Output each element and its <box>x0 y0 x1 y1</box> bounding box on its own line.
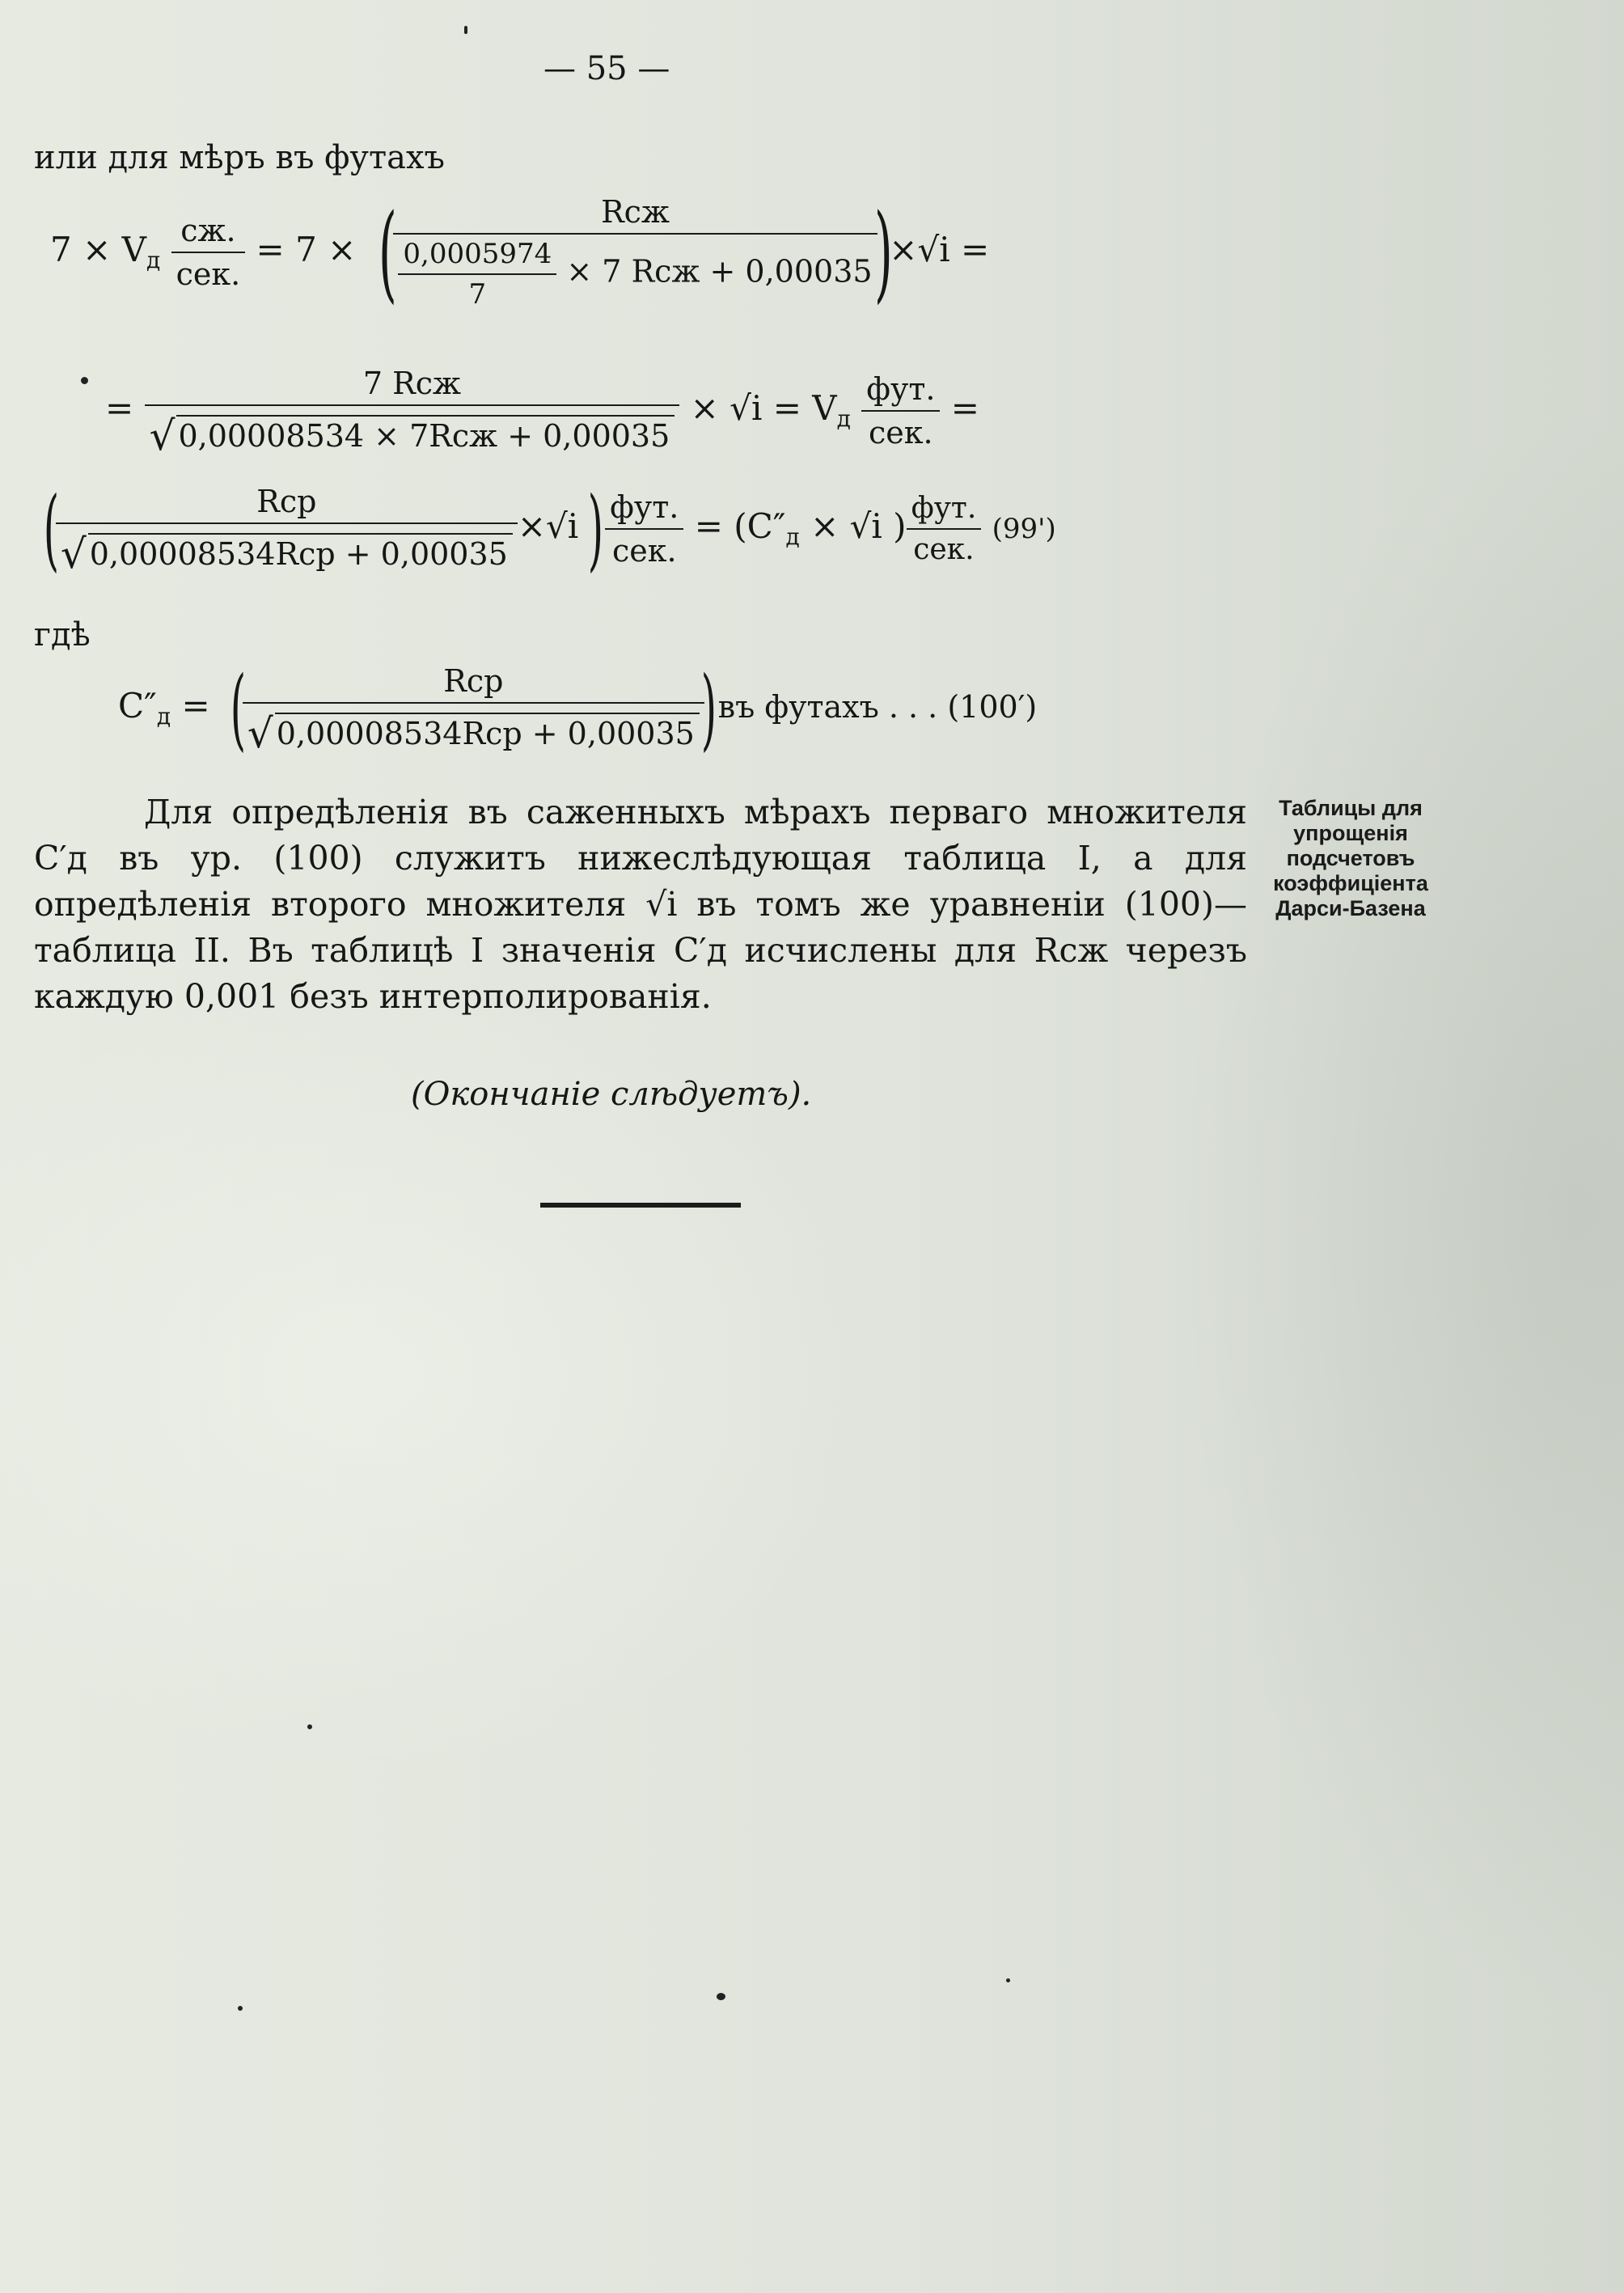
eq4-equals: = <box>181 686 210 726</box>
eq3-unit-num: фут. <box>610 489 679 525</box>
eq1-unit-num: сж. <box>180 213 236 248</box>
eq4-left-paren: ( <box>230 657 247 760</box>
eq1-numerator: Rсж <box>601 194 670 230</box>
eq1-unit <box>171 213 246 292</box>
eq2-main-fraction <box>145 366 680 459</box>
equation-2 <box>105 366 979 459</box>
eq4-tail: въ футахъ . . . (100′) <box>717 689 1038 725</box>
equation-3 <box>34 477 1056 581</box>
side-note-line-2: упрощенія <box>1293 821 1408 845</box>
eq2-unit <box>861 371 940 451</box>
eq4-main-fraction <box>243 663 704 757</box>
paper-speck <box>307 1724 312 1729</box>
eq3-numerator: Rср <box>256 484 317 519</box>
eq2-numerator: 7 Rсж <box>362 366 461 401</box>
paper-speck <box>1006 1978 1010 1982</box>
eq3-unit <box>605 489 683 569</box>
side-note <box>1252 796 1449 921</box>
eq2-denominator <box>145 404 680 459</box>
eq2-tail: = <box>950 388 979 428</box>
eq3-mult: ×√i <box>517 506 579 546</box>
eq1-tail: ×√i = <box>889 230 990 269</box>
eq3-label: (99') <box>992 513 1056 545</box>
eq3-eq-sub: д <box>785 523 800 550</box>
side-note-line-4: коэффиціента <box>1273 871 1428 895</box>
eq2-mid: × √i = V <box>690 388 837 428</box>
sqrt-icon: √ <box>149 412 176 459</box>
eq4-denominator <box>243 702 704 757</box>
paper-speck <box>238 2006 243 2011</box>
eq1-inner-num: 0,0005974 <box>403 238 552 270</box>
side-note-line-1: Таблицы для <box>1279 796 1423 820</box>
eq3-unit2 <box>907 492 982 566</box>
eq2-unit-num: фут. <box>866 371 936 407</box>
side-note-line-3: подсчетовъ <box>1286 846 1415 870</box>
eq3-eq-rest: × √i ) <box>810 506 907 546</box>
eq4-lhs-sub: д <box>156 703 171 730</box>
eq3-unit2-den: сек. <box>907 528 982 566</box>
equation-1 <box>50 191 990 314</box>
eq1-lhs: 7 × V <box>50 230 146 269</box>
eq1-unit-den: сек. <box>171 252 246 292</box>
eq1-left-paren: ( <box>378 191 397 314</box>
eq4-lhs: C″ <box>118 686 157 726</box>
eq1-main-fraction <box>393 194 877 311</box>
eq1-lhs-sub: д <box>146 247 161 273</box>
eq2-unit-den: сек. <box>861 410 940 451</box>
where-text: гдѣ <box>34 616 91 654</box>
eq1-right-paren: ) <box>873 191 893 314</box>
eq4-numerator: Rср <box>443 663 504 699</box>
eq1-equals: = 7 × <box>256 230 357 269</box>
eq1-inner-fraction <box>398 238 556 311</box>
eq1-denominator <box>393 233 877 311</box>
eq3-main-fraction <box>56 484 518 577</box>
eq4-radicand: 0,00008534Rср + 0,00035 <box>275 713 700 751</box>
sqrt-icon: √ <box>247 710 273 757</box>
eq3-unit-den: сек. <box>605 528 683 569</box>
paper-speck <box>464 26 467 34</box>
eq4-right-paren: ) <box>700 657 717 760</box>
equation-4 <box>118 657 1038 760</box>
eq2-radicand: 0,00008534 × 7Rсж + 0,00035 <box>176 415 675 454</box>
eq3-denominator <box>56 522 518 577</box>
intro-text: или для мѣръ въ футахъ <box>34 139 445 176</box>
divider-rule <box>540 1203 741 1208</box>
sqrt-icon: √ <box>60 531 87 577</box>
eq1-inner-den: 7 <box>398 273 556 311</box>
paper-speck <box>81 377 88 384</box>
eq2-mid-sub: д <box>836 405 851 432</box>
body-paragraph: Для опредѣленія въ саженныхъ мѣрахъ перваго множителя C′д въ ур. (100) служитъ нижеслѣдующая таблица I, а для опредѣленія второго множителя √i въ томъ же уравненіи (100)—таблица II. Въ таблицѣ I значенія C′д исчислены для Rсж черезъ каждую 0,001 безъ интерполированія. <box>34 793 1247 1016</box>
eq3-left-paren: ( <box>43 477 60 581</box>
eq3-right-paren: ) <box>588 477 604 581</box>
eq1-den-rest: × 7 Rсж + 0,00035 <box>566 253 873 290</box>
paper-speck <box>717 1993 725 2000</box>
eq3-unit2-num: фут. <box>911 492 977 525</box>
eq3-eq: = (C″ <box>694 506 786 546</box>
side-note-line-5: Дарси-Базена <box>1275 896 1426 920</box>
continued-note: (Окончаніе слѣдуетъ). <box>411 1076 812 1113</box>
eq2-equals: = <box>105 388 134 428</box>
page-number: — 55 — <box>543 50 670 87</box>
eq3-radicand: 0,00008534Rср + 0,00035 <box>88 533 513 572</box>
